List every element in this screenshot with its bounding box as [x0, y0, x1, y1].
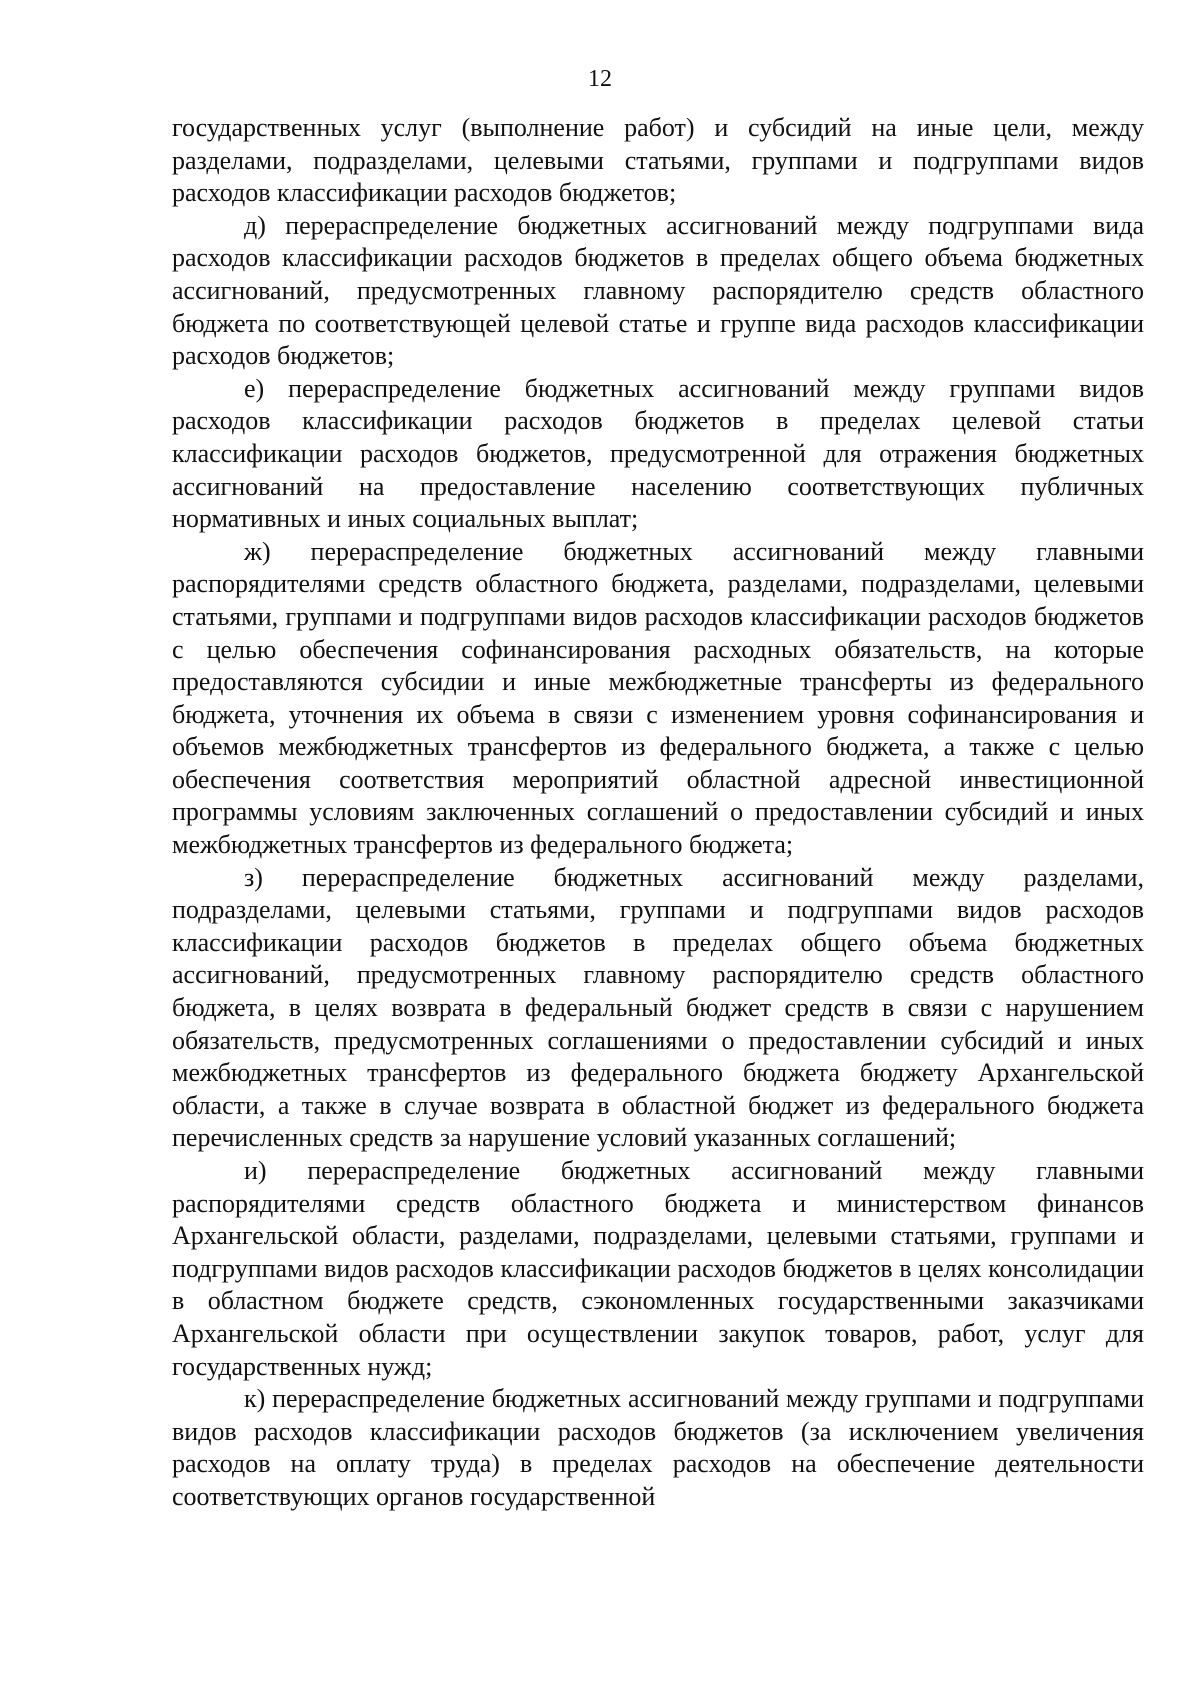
page-number: 12 [588, 66, 612, 92]
paragraph-item-e: е) перераспределение бюджетных ассигнований между группами видов расходов классификации расходов бюджетов в пределах целевой статьи классификации расходов бюджетов, предусмотренной для отражения бюджетных ассигнований на предоставление населению соответствующих публичных нормативных и иных социальных выплат; [172, 373, 1144, 534]
paragraph-item-i: и) перераспределение бюджетных ассигнований между главными распорядителями средств областного бюджета и министерством финансов Архангельской области, разделами, подразделами, целевыми статьями, группами и подгруппами видов расходов классификации расходов бюджетов в целях консолидации в областном бюджете средств, сэкономленных государственными заказчиками Архангельской области при осуществлении закупок товаров, работ, услуг для государственных нужд; [172, 1156, 1144, 1381]
paragraph-item-zh: ж) перераспределение бюджетных ассигнований между главными распорядителями средств областного бюджета, разделами, подразделами, целевыми статьями, группами и подгруппами видов расходов классификации расходов бюджетов с целью обеспечения софинансирования расходных обязательств, на которые предоставляются субсидии и иные межбюджетные трансферты из федерального бюджета, уточнения их объема в связи с изменением уровня софинансирования и объемов межбюджетных трансфертов из федерального бюджета, а также с целью обеспечения соответствия мероприятий областной адресной инвестиционной программы условиям заключенных соглашений о предоставлении субсидий и иных межбюджетных трансфертов из федерального бюджета; [172, 536, 1144, 860]
paragraph-item-z: з) перераспределение бюджетных ассигнований между разделами, подразделами, целевыми статьями, группами и подгруппами видов расходов классификации расходов бюджетов в пределах общего объема бюджетных ассигнований, предусмотренных главному распорядителю средств областного бюджета, в целях возврата в федеральный бюджет средств в связи с нарушением обязательств, предусмотренных соглашениями о предоставлении субсидий и иных межбюджетных трансфертов из федерального бюджета бюджету Архангельской области, а также в случае возврата в областной бюджет из федерального бюджета перечисленных средств за нарушение условий указанных соглашений; [172, 862, 1144, 1153]
document-body [172, 112, 1144, 1514]
paragraph-continuation: государственных услуг (выполнение работ) и субсидий на иные цели, между разделами, подразделами, целевыми статьями, группами и подгруппами видов расходов классификации расходов бюджетов; [172, 113, 1144, 208]
paragraph-item-k: к) перераспределение бюджетных ассигнований между группами и подгруппами видов расходов классификации расходов бюджетов (за исключением увеличения расходов на оплату труда) в пределах расходов на обеспечение деятельности соответствующих органов государственной [172, 1384, 1144, 1511]
paragraph-item-d: д) перераспределение бюджетных ассигнований между подгруппами вида расходов классификации расходов бюджетов в пределах общего объема бюджетных ассигнований, предусмотренных главному распорядителю средств областного бюджета по соответствующей целевой статье и группе вида расходов классификации расходов бюджетов; [172, 210, 1144, 371]
